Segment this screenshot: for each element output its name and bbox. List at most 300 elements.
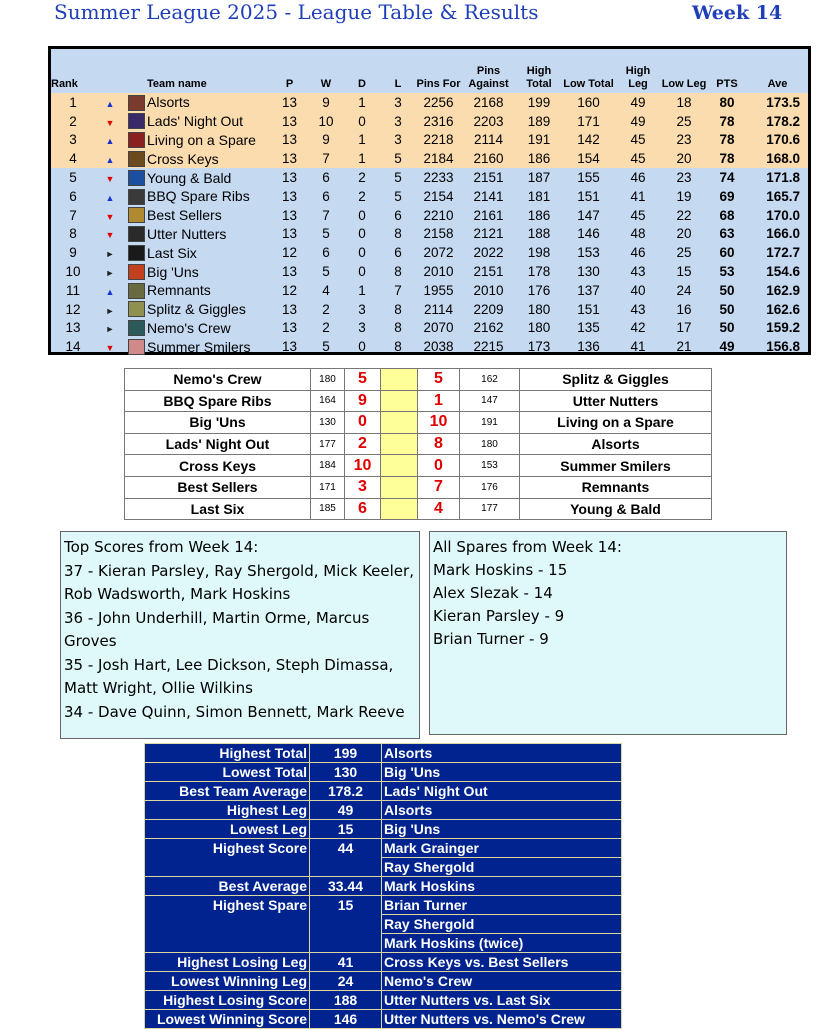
column-header: P (285, 78, 294, 90)
ave-cell: 156.8 (766, 339, 800, 355)
home-team: Cross Keys (125, 455, 311, 477)
ht-cell: 178 (527, 264, 551, 280)
stat-label: Lowest Winning Leg (145, 972, 310, 991)
lt-cell: 147 (577, 207, 600, 223)
rank-cell: 6 (69, 188, 77, 204)
rank-cell: 14 (65, 339, 81, 355)
d-cell: 3 (358, 320, 366, 336)
p-cell: 13 (281, 301, 298, 317)
result-row (125, 476, 712, 498)
stat-row (145, 953, 622, 972)
home-team: Last Six (125, 498, 311, 520)
movement-cell (95, 187, 125, 206)
spares-line: Alex Slezak - 14 (433, 584, 553, 602)
hl-cell: 40 (630, 282, 646, 298)
ave-cell: 171.8 (766, 170, 800, 186)
lt-cell: 151 (577, 188, 600, 204)
stat-label: Lowest Leg (145, 820, 310, 839)
logo-cell (125, 337, 147, 356)
lt-cell: 146 (577, 226, 600, 242)
away-score: 177 (460, 498, 520, 520)
p-cell: 13 (271, 131, 308, 150)
l-cell: 8 (394, 226, 402, 242)
ll-cell: 18 (661, 93, 707, 112)
pts-cell: 78 (707, 112, 747, 131)
arrow-down-icon: ▼ (105, 174, 115, 185)
team-logo-icon (128, 226, 145, 242)
league-row (51, 300, 808, 319)
result-row (125, 412, 712, 434)
pts-cell: 50 (719, 320, 735, 336)
rank-cell: 8 (69, 226, 77, 242)
d-cell: 0 (358, 207, 366, 223)
movement-cell (95, 337, 125, 356)
ll-cell: 20 (661, 149, 707, 168)
ll-cell: 17 (676, 320, 692, 336)
stat-label: Highest Total (145, 744, 310, 763)
column-header: Ave (767, 78, 788, 90)
stat-value: 33.44 (310, 877, 382, 896)
w-cell: 7 (322, 207, 330, 223)
pts-cell: 63 (719, 226, 735, 242)
movement-cell (95, 93, 125, 112)
p-cell: 13 (281, 339, 298, 355)
logo-cell (125, 93, 147, 112)
ll-cell: 20 (676, 226, 692, 242)
ave-cell: 168.0 (747, 149, 808, 168)
team-logo-icon (128, 151, 145, 167)
lt-cell: 135 (577, 320, 600, 336)
column-header: Low Leg (661, 78, 707, 90)
top-scores-line: 35 - Josh Hart, Lee Dickson, Steph Dimassa, Matt Wright, Ollie Wilkins (64, 655, 394, 697)
column-header (125, 49, 147, 93)
result-row (125, 455, 712, 477)
l-cell: 5 (380, 149, 416, 168)
arrow-up-icon: ▲ (105, 192, 115, 203)
pts-cell: 50 (719, 301, 735, 317)
d-cell: 0 (358, 264, 366, 280)
w-cell: 6 (322, 188, 330, 204)
stat-label: Highest Score (145, 839, 310, 877)
p-cell: 13 (281, 320, 298, 336)
home-team: BBQ Spare Ribs (125, 390, 311, 412)
stat-holder: Mark Grainger (382, 839, 622, 858)
team-logo-icon (128, 301, 145, 317)
league-row (51, 262, 808, 281)
stat-row (145, 782, 622, 801)
pf-cell: 2218 (416, 131, 461, 150)
league-row (51, 243, 808, 262)
stat-value: 24 (310, 972, 382, 991)
rank-cell: 12 (65, 301, 81, 317)
movement-cell (95, 262, 125, 281)
team-logo-icon (128, 283, 145, 299)
rank-cell: 4 (51, 149, 95, 168)
week-label: Week 14 (692, 2, 783, 24)
logo-cell (125, 149, 147, 168)
lt-cell: 136 (577, 339, 600, 355)
ave-cell: 170.6 (747, 131, 808, 150)
stat-label: Lowest Winning Score (145, 1010, 310, 1029)
hl-cell: 45 (615, 131, 661, 150)
d-cell: 1 (344, 131, 380, 150)
stat-row (145, 801, 622, 820)
stat-label: Highest Losing Score (145, 991, 310, 1010)
home-score: 184 (311, 455, 345, 477)
team-name-cell: Remnants (147, 282, 211, 299)
result-row (125, 369, 712, 391)
column-header (95, 49, 125, 93)
pa-cell: 2010 (473, 282, 504, 298)
top-scores-box (60, 531, 420, 739)
arrow-down-icon: ▼ (105, 117, 115, 128)
hl-cell: 42 (630, 320, 646, 336)
logo-cell (125, 206, 147, 225)
lt-cell: 154 (562, 149, 615, 168)
stat-value: 15 (310, 896, 382, 953)
result-divider (381, 433, 418, 455)
spares-box (429, 531, 787, 735)
movement-cell (95, 149, 125, 168)
stat-value: 199 (310, 744, 382, 763)
pts-cell: 74 (719, 170, 735, 186)
stat-value: 188 (310, 991, 382, 1010)
top-scores-line: 34 - Dave Quinn, Simon Bennett, Mark Reeve (64, 702, 405, 721)
league-row (51, 281, 808, 300)
stat-row (145, 877, 622, 896)
league-row (51, 319, 808, 338)
home-team: Best Sellers (125, 476, 311, 498)
stat-value: 130 (310, 763, 382, 782)
pf-cell: 2072 (423, 245, 454, 261)
home-score: 185 (311, 498, 345, 520)
pf-cell: 1955 (423, 282, 454, 298)
pf-cell: 2114 (423, 301, 454, 317)
pf-cell: 2256 (416, 93, 461, 112)
spares-title: All Spares from Week 14: (433, 538, 622, 556)
p-cell: 13 (281, 170, 298, 186)
page-title: Summer League 2025 - League Table & Results (54, 0, 539, 24)
spares-line: Mark Hoskins - 15 (433, 561, 568, 579)
ht-cell: 189 (516, 112, 562, 131)
away-points: 0 (418, 455, 460, 477)
arrow-up-icon: ▲ (105, 98, 115, 109)
logo-cell (125, 168, 147, 187)
ll-cell: 24 (676, 282, 692, 298)
lt-cell: 171 (562, 112, 615, 131)
team-name-cell: Splitz & Giggles (147, 301, 246, 318)
column-header: Rank (51, 78, 78, 90)
league-row (51, 168, 808, 187)
ht-cell: 180 (527, 320, 551, 336)
l-cell: 8 (394, 301, 402, 317)
hl-cell: 43 (630, 301, 646, 317)
team-name-cell: Alsorts (147, 93, 271, 112)
home-points: 9 (345, 390, 381, 412)
team-logo-icon (128, 245, 145, 261)
stat-holder: Mark Hoskins (twice) (382, 934, 622, 953)
ll-cell: 23 (676, 170, 692, 186)
hl-cell: 41 (630, 339, 646, 355)
hl-cell: 41 (630, 188, 646, 204)
logo-cell (125, 112, 147, 131)
l-cell: 7 (394, 282, 402, 298)
p-cell: 13 (281, 264, 298, 280)
stat-row (145, 972, 622, 991)
pf-cell: 2316 (416, 112, 461, 131)
arrow-down-icon: ▼ (105, 343, 115, 354)
ave-cell: 165.7 (766, 188, 800, 204)
ave-cell: 178.2 (747, 112, 808, 131)
ave-cell: 173.5 (747, 93, 808, 112)
stat-row (145, 744, 622, 763)
stat-holder: Lads' Night Out (382, 782, 622, 801)
pts-cell: 60 (719, 245, 735, 261)
ll-cell: 25 (676, 245, 692, 261)
away-points: 8 (418, 433, 460, 455)
pf-cell: 2038 (423, 339, 454, 355)
ht-cell: 186 (516, 149, 562, 168)
rank-cell: 13 (65, 320, 81, 336)
arrow-same-icon: ► (105, 249, 115, 260)
ave-cell: 166.0 (766, 226, 800, 242)
column-header: High Total (526, 65, 552, 90)
result-divider (381, 369, 418, 391)
pa-cell: 2151 (473, 170, 504, 186)
logo-cell (125, 243, 147, 262)
pf-cell: 2158 (423, 226, 454, 242)
p-cell: 13 (271, 149, 308, 168)
away-score: 153 (460, 455, 520, 477)
d-cell: 0 (358, 339, 366, 355)
ll-cell: 19 (676, 188, 692, 204)
stat-row (145, 839, 622, 858)
result-divider (381, 390, 418, 412)
team-logo-icon (128, 170, 145, 186)
logo-cell (125, 262, 147, 281)
result-divider (381, 498, 418, 520)
away-points: 5 (418, 369, 460, 391)
stats-table (144, 743, 622, 1029)
ll-cell: 21 (676, 339, 692, 355)
lt-cell: 153 (577, 245, 600, 261)
logo-cell (125, 281, 147, 300)
ht-cell: 191 (516, 131, 562, 150)
league-row (51, 337, 808, 356)
w-cell: 5 (322, 264, 330, 280)
league-row (51, 131, 808, 150)
rank-cell: 5 (69, 170, 77, 186)
pa-cell: 2141 (473, 188, 504, 204)
league-row (51, 225, 808, 244)
team-name-cell: BBQ Spare Ribs (147, 188, 250, 205)
pa-cell: 2162 (473, 320, 504, 336)
team-name-cell: Last Six (147, 244, 197, 261)
hl-cell: 46 (630, 245, 646, 261)
stat-row (145, 991, 622, 1010)
column-header: D (358, 78, 366, 90)
away-points: 7 (418, 476, 460, 498)
spares-line: Brian Turner - 9 (433, 630, 549, 648)
p-cell: 13 (271, 112, 308, 131)
hl-cell: 46 (630, 170, 646, 186)
l-cell: 6 (394, 245, 402, 261)
away-team: Young & Bald (520, 498, 712, 520)
d-cell: 3 (358, 301, 366, 317)
result-row (125, 390, 712, 412)
rank-cell: 3 (51, 131, 95, 150)
lt-cell: 151 (577, 301, 600, 317)
w-cell: 9 (308, 131, 344, 150)
away-team: Alsorts (520, 433, 712, 455)
team-name-cell: Lads' Night Out (147, 112, 271, 131)
stat-holder: Brian Turner (382, 896, 622, 915)
logo-cell (125, 300, 147, 319)
p-cell: 12 (281, 245, 298, 261)
p-cell: 13 (281, 207, 298, 223)
column-header: L (394, 78, 402, 90)
result-divider (381, 476, 418, 498)
d-cell: 1 (344, 93, 380, 112)
w-cell: 6 (322, 170, 330, 186)
stat-label: Best Average (145, 877, 310, 896)
league-row (51, 112, 808, 131)
ave-cell: 162.6 (766, 301, 800, 317)
arrow-same-icon: ► (105, 324, 115, 335)
away-points: 10 (418, 412, 460, 434)
stat-holder: Alsorts (382, 744, 622, 763)
home-points: 6 (345, 498, 381, 520)
pts-cell: 78 (707, 131, 747, 150)
pts-cell: 49 (719, 339, 735, 355)
lt-cell: 160 (562, 93, 615, 112)
ht-cell: 173 (527, 339, 551, 355)
hl-cell: 48 (630, 226, 646, 242)
pa-cell: 2209 (473, 301, 504, 317)
ll-cell: 16 (676, 301, 692, 317)
home-points: 5 (345, 369, 381, 391)
arrow-same-icon: ► (105, 268, 115, 279)
league-header-row (51, 49, 808, 93)
hl-cell: 49 (615, 93, 661, 112)
rank-cell: 2 (51, 112, 95, 131)
arrow-down-icon: ▼ (105, 230, 115, 241)
team-logo-icon (128, 132, 145, 148)
away-team: Splitz & Giggles (520, 369, 712, 391)
team-name-cell: Living on a Spare (147, 131, 271, 150)
movement-cell (95, 225, 125, 244)
home-score: 171 (311, 476, 345, 498)
ht-cell: 176 (527, 282, 551, 298)
stat-row (145, 820, 622, 839)
stat-holder: Alsorts (382, 801, 622, 820)
logo-cell (125, 131, 147, 150)
away-team: Summer Smilers (520, 455, 712, 477)
spares-line: Kieran Parsley - 9 (433, 607, 565, 625)
team-logo-icon (128, 113, 145, 129)
ht-cell: 181 (527, 188, 551, 204)
hl-cell: 45 (630, 207, 646, 223)
top-scores-line: 37 - Kieran Parsley, Ray Shergold, Mick Keeler, Rob Wadsworth, Mark Hoskins (64, 561, 414, 603)
team-logo-icon (128, 207, 145, 223)
away-team: Utter Nutters (520, 390, 712, 412)
p-cell: 13 (281, 188, 298, 204)
pf-cell: 2010 (423, 264, 454, 280)
pf-cell: 2210 (423, 207, 454, 223)
l-cell: 3 (380, 93, 416, 112)
d-cell: 2 (358, 170, 366, 186)
w-cell: 9 (308, 93, 344, 112)
lt-cell: 142 (562, 131, 615, 150)
ave-cell: 170.0 (766, 207, 800, 223)
logo-cell (125, 319, 147, 338)
movement-cell (95, 243, 125, 262)
hl-cell: 43 (630, 264, 646, 280)
result-divider (381, 455, 418, 477)
top-scores-title: Top Scores from Week 14: (64, 538, 259, 556)
team-name-cell: Big 'Uns (147, 263, 199, 280)
home-score: 177 (311, 433, 345, 455)
ht-cell: 180 (527, 301, 551, 317)
page-header (0, 0, 817, 30)
home-score: 130 (311, 412, 345, 434)
w-cell: 10 (308, 112, 344, 131)
pa-cell: 2160 (461, 149, 516, 168)
pa-cell: 2203 (461, 112, 516, 131)
w-cell: 2 (322, 301, 330, 317)
pf-cell: 2233 (423, 170, 454, 186)
l-cell: 5 (394, 170, 402, 186)
ht-cell: 188 (527, 226, 551, 242)
pts-cell: 80 (707, 93, 747, 112)
lt-cell: 130 (577, 264, 600, 280)
w-cell: 6 (322, 245, 330, 261)
ht-cell: 187 (527, 170, 551, 186)
logo-cell (125, 225, 147, 244)
stat-value: 178.2 (310, 782, 382, 801)
stat-value: 49 (310, 801, 382, 820)
away-score: 162 (460, 369, 520, 391)
movement-cell (95, 281, 125, 300)
column-header: PTS (716, 78, 738, 90)
ll-cell: 25 (661, 112, 707, 131)
league-row (51, 93, 808, 112)
result-divider (381, 412, 418, 434)
stat-holder: Big 'Uns (382, 763, 622, 782)
stat-holder: Nemo's Crew (382, 972, 622, 991)
pf-cell: 2070 (423, 320, 454, 336)
stat-value: 41 (310, 953, 382, 972)
stat-value: 15 (310, 820, 382, 839)
team-name-cell: Cross Keys (147, 149, 271, 168)
arrow-up-icon: ▲ (105, 136, 115, 147)
hl-cell: 49 (615, 112, 661, 131)
stat-holder: Ray Shergold (382, 915, 622, 934)
stat-holder: Cross Keys vs. Best Sellers (382, 953, 622, 972)
movement-cell (95, 319, 125, 338)
top-scores-line: 36 - John Underhill, Martin Orme, Marcus Groves (64, 608, 370, 650)
pf-cell: 2184 (416, 149, 461, 168)
league-table (48, 46, 811, 355)
arrow-up-icon: ▲ (105, 155, 115, 166)
rank-cell: 9 (69, 245, 77, 261)
ht-cell: 199 (516, 93, 562, 112)
column-header: Team name (147, 78, 207, 90)
movement-cell (95, 168, 125, 187)
pa-cell: 2022 (473, 245, 504, 261)
home-team: Big 'Uns (125, 412, 311, 434)
column-header: High Leg (625, 65, 651, 90)
